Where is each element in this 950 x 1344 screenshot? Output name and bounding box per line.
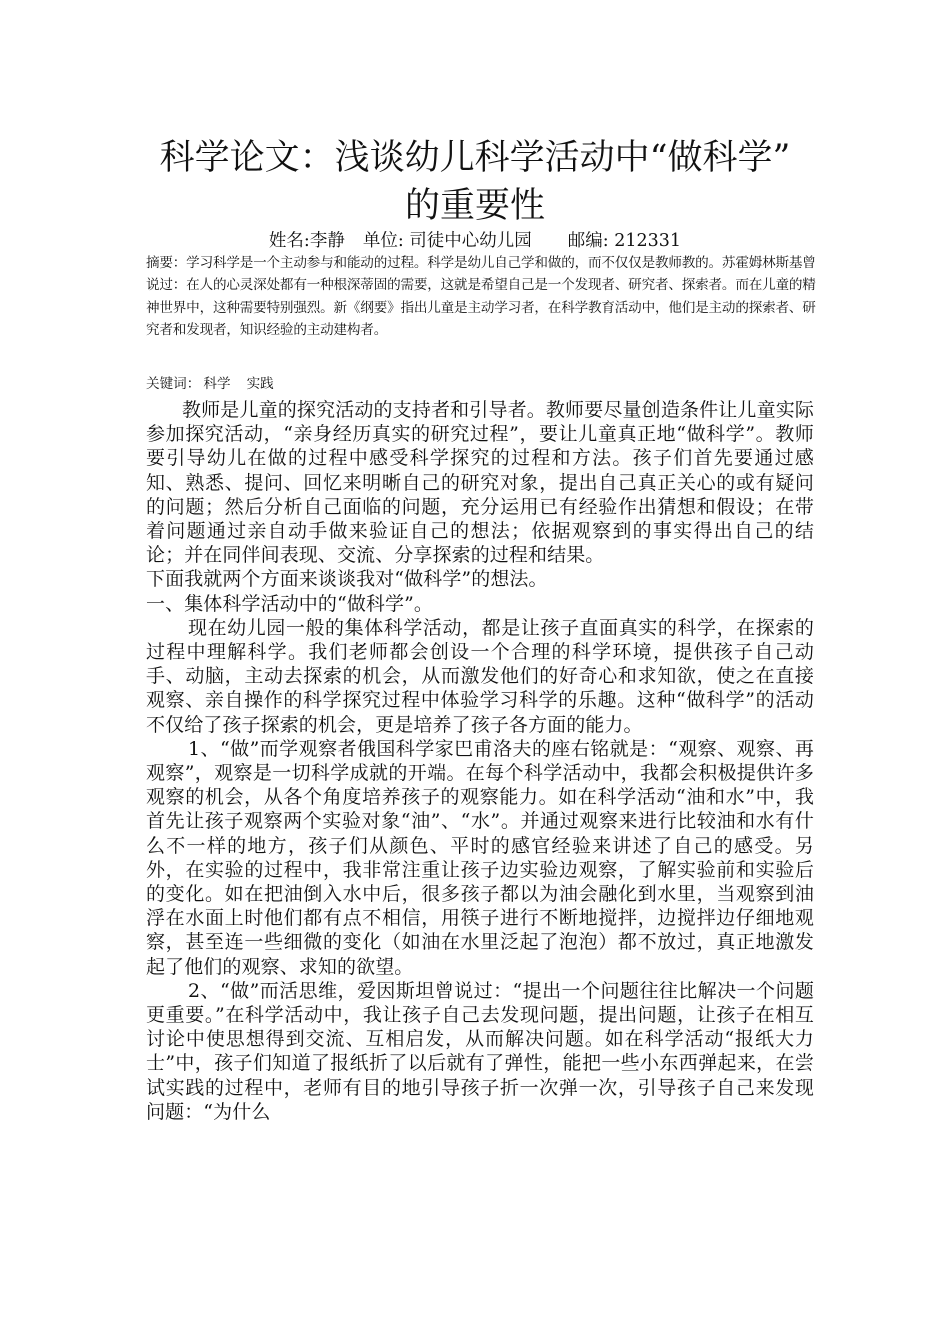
keywords-line: [146, 374, 816, 394]
document-title-line-2: 的重要性: [404, 186, 545, 226]
paragraph: 2、“做”而活思维，爱因斯坦曾说过：“提出一个问题往往比解决一个问题更重要。”在科学活动中，我让孩子自己去发现问题，提出问题，让孩子在相互讨论中使思想得到交流、互相启发，从而解决问题。如在科学活动“报纸大力士”中，孩子们知道了报纸折了以后就有了弹性，能把一些小东西弹起来，在尝试实践的过程中，老师有目的地引导孩子折一次弹一次，引导孩子自己来发现问题：“为什么: [146, 979, 814, 1123]
author-unit: 单位: 司徒中心幼儿园: [362, 231, 532, 251]
author-name: 姓名:李静: [268, 231, 345, 251]
document-title-line-1: 科学论文：浅谈幼儿科学活动中“做科学”: [159, 138, 791, 178]
keyword: 科学: [203, 376, 231, 392]
paragraph: 现在幼儿园一般的集体科学活动，都是让孩子直面真实的科学，在探索的过程中理解科学。我们老师都会创设一个合理的科学环境，提供孩子自己动手、动脑，主动去探索的机会，从而激发他们的好奇心和求知欲，使之在直接观察、亲自操作的科学探究过程中体验学习科学的乐趣。这种“做科学”的活动不仅给了孩子探索的机会，更是培养了孩子各方面的能力。: [146, 616, 814, 736]
paragraph-intro: 教师是儿童的探究活动的支持者和引导者。教师要尽量创造条件让儿童实际参加探究活动，“亲身经历真实的研究过程”，要让儿童真正地“做科学”。教师要引导幼儿在做的过程中感受科学探究的过程和方法。孩子们首先要通过感知、熟悉、提问、回忆来明晰自己的研究对象，提出自己真正关心的或有疑问的问题；然后分析自己面临的问题，充分运用已有经验作出猜想和假设；在带着问题通过亲自动手做来验证自己的想法；依据观察到的事实得出自己的结论；并在同伴间表现、交流、分享探索的过程和结果。: [146, 399, 814, 567]
section-heading: 一、集体科学活动中的“做科学”。: [146, 592, 434, 615]
keywords-label: 关键词：: [146, 376, 201, 392]
author-byline: [0, 229, 950, 253]
abstract: 摘要：学习科学是一个主动参与和能动的过程。科学是幼儿自己学和做的，而不仅仅是教师教的。苏霍姆林斯基曾说过：在人的心灵深处都有一种根深蒂固的需要，这就是希望自己是一个发现者、研究者、探索者。而在儿童的精神世界中，这种需要特别强烈。新《纲要》指出儿童是主动学习者，在科学教育活动中，他们是主动的探索者、研究者和发现者，知识经验的主动建构者。: [146, 255, 816, 339]
keyword: 实践: [246, 376, 274, 392]
paragraph-transition: 下面我就两个方面来谈谈我对“做科学”的想法。: [146, 568, 548, 591]
body-text: [146, 398, 814, 1124]
postcode: 邮编: 212331: [567, 231, 682, 251]
paragraph: 1、“做”而学观察者俄国科学家巴甫洛夫的座右铭就是：“观察、观察、再观察”，观察是一切科学成就的开端。在每个科学活动中，我都会积极提供许多观察的机会，从各个角度培养孩子的观察能力。如在科学活动“油和水”中，我首先让孩子观察两个实验对象“油”、“水”。并通过观察来进行比较油和水有什么不一样的地方，孩子们从颜色、平时的感官经验来讲述了自己的感受。另外，在实验的过程中，我非常注重让孩子边实验边观察，了解实验前和实验后的变化。如在把油倒入水中后，很多孩子都以为油会融化到水里，当观察到油浮在水面上时他们都有点不相信，用筷子进行不断地搅拌，边搅拌边仔细地观察，甚至连一些细微的变化（如油在水里泛起了泡泡）都不放过，真正地激发起了他们的观察、求知的欲望。: [146, 737, 814, 978]
